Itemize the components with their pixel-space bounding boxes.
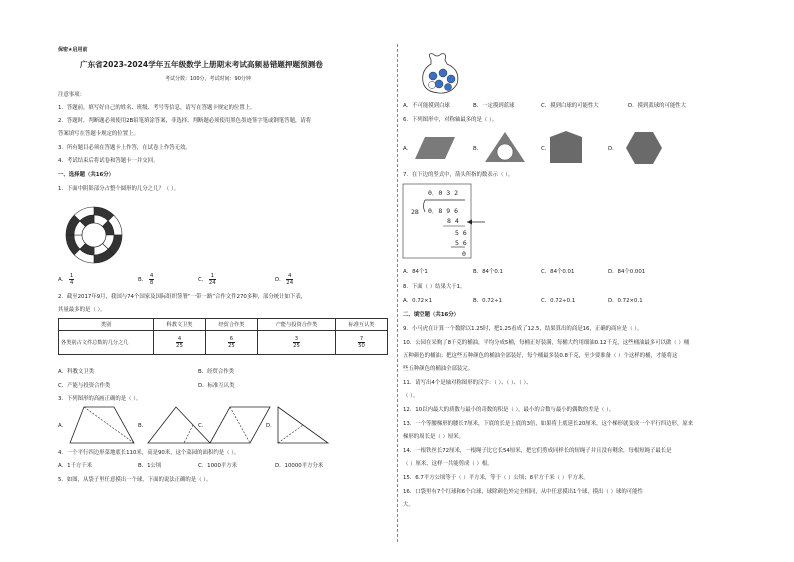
ball-bag-figure — [421, 52, 461, 94]
table-header: 标准互认类 — [336, 319, 388, 331]
q2-option-b[interactable]: B．经贸合作类 — [198, 369, 235, 375]
q4-option-c[interactable]: C．1000平方米 — [198, 463, 238, 469]
division-line: 5 6 — [455, 229, 467, 237]
q5-option-d[interactable]: D．摸到蓝球的可能性大 — [628, 103, 687, 109]
q2-table — [58, 318, 388, 355]
note-3: 3．所有题目必须在答题卡上作答，在试卷上作答无效。 — [58, 145, 191, 151]
q1-option-b[interactable]: B． $\frac{4}{8}$ — [138, 273, 154, 286]
q5-option-a[interactable]: A．不可能摸到白球 — [403, 103, 450, 109]
q6-label-d[interactable]: D． — [608, 146, 618, 152]
table-header: 产能与投资合作类 — [257, 319, 335, 331]
q8-option-a[interactable]: A．0.72×1 — [403, 298, 433, 304]
q1-circle-figure — [64, 205, 124, 265]
table-header: 类别 — [59, 319, 154, 331]
q3-label-d[interactable]: D． — [266, 423, 276, 429]
q7-option-b[interactable]: B．84个0.1 — [473, 269, 503, 275]
q6-label-c[interactable]: C． — [541, 146, 551, 152]
q2-option-d[interactable]: D．标准互认类 — [198, 383, 235, 389]
column-divider — [397, 44, 399, 542]
q4-option-b[interactable]: B．1公顷 — [138, 463, 162, 469]
table-row-label: 各类别占文件总数的几分之几 — [59, 331, 154, 355]
hexagon-shape — [626, 132, 662, 164]
q5-option-b[interactable]: B．一定摸到蓝球 — [473, 103, 515, 109]
q15-text: 15．6.7平方公顷等于（ ）平方米，等于（ ）公顷；8平方千米（ ）平方米。 — [403, 475, 589, 481]
q3-figure-c — [210, 405, 270, 445]
q7-text: 7．在下边的竖式中，箭头所指的数表示（ ）。 — [403, 172, 514, 178]
q2-line2: 其量最多的是（ ）。 — [58, 307, 106, 313]
table-row — [59, 331, 388, 355]
q10-line3: 些五种颜色的桶油全部装完。 — [403, 366, 474, 372]
q13-line2: 梯形的周长是（ ）厘米。 — [403, 434, 465, 440]
q4-text: 4．一个平行四边形菜地底长110米，高是90米，这个菜园的面积约是（ ）。 — [58, 450, 240, 456]
q12-text: 12．10以内最大的质数与最小的奇数的积是（ ），最小的合数与最小的偶数的差是（ ）。 — [403, 407, 615, 413]
q3-text: 3．下列图形的高画正确的是（ ）。 — [58, 396, 142, 402]
q3-label-c[interactable]: C． — [198, 423, 208, 429]
q13-line1: 13．一个等腰梯形的腰长7厘米，下底的长是上底的3倍，如果将上底延长20厘米，这个梯形就变成一个平行四边形，原来 — [403, 421, 694, 427]
q8-option-c[interactable]: C．0.72÷0.1 — [541, 298, 576, 304]
division-dividend: 0．8 9 6 — [428, 207, 458, 215]
q8-option-d[interactable]: D．0.72×0.1 — [608, 298, 643, 304]
q5-text: 5．如图，从袋子里任意摸出一个球，下面的说法正确的是（ ）。 — [58, 477, 212, 483]
division-frame — [403, 184, 473, 259]
q1-option-d[interactable]: D． $\frac{4}{24}$ — [275, 273, 294, 286]
q6-label-b[interactable]: B． — [473, 146, 483, 152]
q4-option-a[interactable]: A．1千方千米 — [58, 463, 93, 469]
note-4: 4．考试结束后将试卷和答题卡一并交回。 — [58, 158, 159, 164]
note-2: 2．答题时，判断题必须使用2B铅笔填涂答案，非选择、判断题必须使用黑色墨迹签字笔或钢笔答题，请将 — [58, 118, 312, 124]
q14-line2: （ ）厘米，这样一共能剪成（ ）根。 — [403, 461, 493, 467]
pentagon-shape — [550, 131, 582, 163]
q8-option-b[interactable]: B．0.72÷1 — [473, 298, 503, 304]
section1-heading: 一、选择题（共16分） — [58, 172, 115, 178]
q6-text: 6．下列图形中，对称轴最多的是（ ）。 — [403, 117, 498, 123]
q8-text: 8．下面（ ）结果大于1。 — [403, 284, 466, 290]
q2-option-a[interactable]: A．科教文卫类 — [58, 369, 95, 375]
q3-label-a[interactable]: A． — [58, 423, 68, 429]
q1-text: 1．下面中阴影部分占整个圆形的几分之几？（ ）。 — [58, 186, 180, 192]
note-1: 1．答题前，填写好自己的姓名、班级、考号等信息，请写在答题卡规定的位置上。 — [58, 105, 256, 111]
q10-line2: 五种颜色的桶油；把这些五种颜色的桶油全部装好，每个桶最多装0.8千克，至少要准备（ ）个这样的桶，才能将这 — [403, 353, 678, 359]
q10-line1: 10．公园在采购了8千克的桶油，平均分成5桶，每桶正好装满，每桶大约用细油0.12千克，这些桶油最多可以做（ ）桶 — [403, 340, 690, 346]
table-header-row — [59, 319, 388, 331]
q3-label-b[interactable]: B． — [138, 423, 148, 429]
table-cell: $\frac{4}{25}$ — [154, 331, 206, 355]
q7-option-d[interactable]: D．84个0.001 — [608, 269, 646, 275]
secret-label: 保密★启用前 — [58, 47, 88, 53]
q11-line2: （ ）。 — [403, 393, 419, 399]
division-quotient: 0．0 3 2 — [428, 189, 458, 197]
table-header: 科教文卫类 — [154, 319, 206, 331]
q2-option-c[interactable]: C．产能与投资合作类 — [58, 383, 111, 389]
q3-figure-a — [70, 405, 134, 445]
q16-line1: 16．口袋里有7个红球和6个白球，球除颜色外完全相同，从中任意摸出1个球，摸出（ ）球的可能性 — [403, 489, 643, 495]
division-line: 8 4 — [447, 217, 459, 225]
q7-option-c[interactable]: C．84个0.01 — [541, 269, 575, 275]
exam-meta: 考试分数：100分，考试时间：90分钟 — [165, 76, 251, 82]
q6-label-a[interactable]: A． — [403, 146, 413, 152]
division-divisor: 28 — [411, 208, 419, 216]
notes-heading: 注意事项： — [58, 92, 85, 98]
q1-option-a[interactable]: A． $\frac{1}{4}$ — [58, 273, 74, 286]
q3-figure-d — [278, 405, 328, 445]
table-cell: $\frac{6}{25}$ — [205, 331, 257, 355]
q4-option-d[interactable]: D．10000平方分米 — [275, 463, 324, 469]
division-line: 0 — [462, 250, 466, 258]
section2-heading: 二、填空题（共16分） — [403, 312, 460, 318]
q1-option-c[interactable]: C． $\frac{1}{24}$ — [198, 273, 216, 286]
page-title: 广东省2023-2024学年五年级数学上册期末考试高频易错题押题预测卷 — [80, 60, 323, 69]
ring-center — [82, 223, 106, 247]
q16-line2: 大。 — [403, 502, 414, 508]
triangle-circle-shape — [485, 132, 525, 162]
parallelogram-shape — [415, 137, 455, 159]
table-cell: $\frac{3}{25}$ — [257, 331, 335, 355]
q11-line1: 11．请写出4个是轴对称图形的汉字：（ ）、（ ）、（ ）、 — [403, 380, 532, 386]
q14-line1: 14．一根铁丝长72厘米，一根绳子比它长54厘米，把它们剪成同样长的短绳子并且没有剩余，每根短绳子最长是 — [403, 448, 672, 454]
q9-text: 9．小马虎在计算一个数除以1.25时，把1.25看成了12.5，结果算出的商是16，正确的商应是（ ）。 — [403, 326, 643, 332]
note-2-cont: 答案填写在答题卡规定的位置上。 — [58, 131, 139, 137]
q5-option-c[interactable]: C．摸到白球的可能性大 — [541, 103, 599, 109]
table-header: 经贸合作类 — [205, 319, 257, 331]
division-line: 5 6 — [455, 239, 467, 247]
q2-line1: 2．截至2017年9月，我国与74个国家及国际组织签署“一带一路”合作文件270多种，部分统计如下表， — [58, 294, 307, 300]
q7-option-a[interactable]: A．84个1 — [403, 269, 428, 275]
table-cell: $\frac{7}{50}$ — [336, 331, 388, 355]
